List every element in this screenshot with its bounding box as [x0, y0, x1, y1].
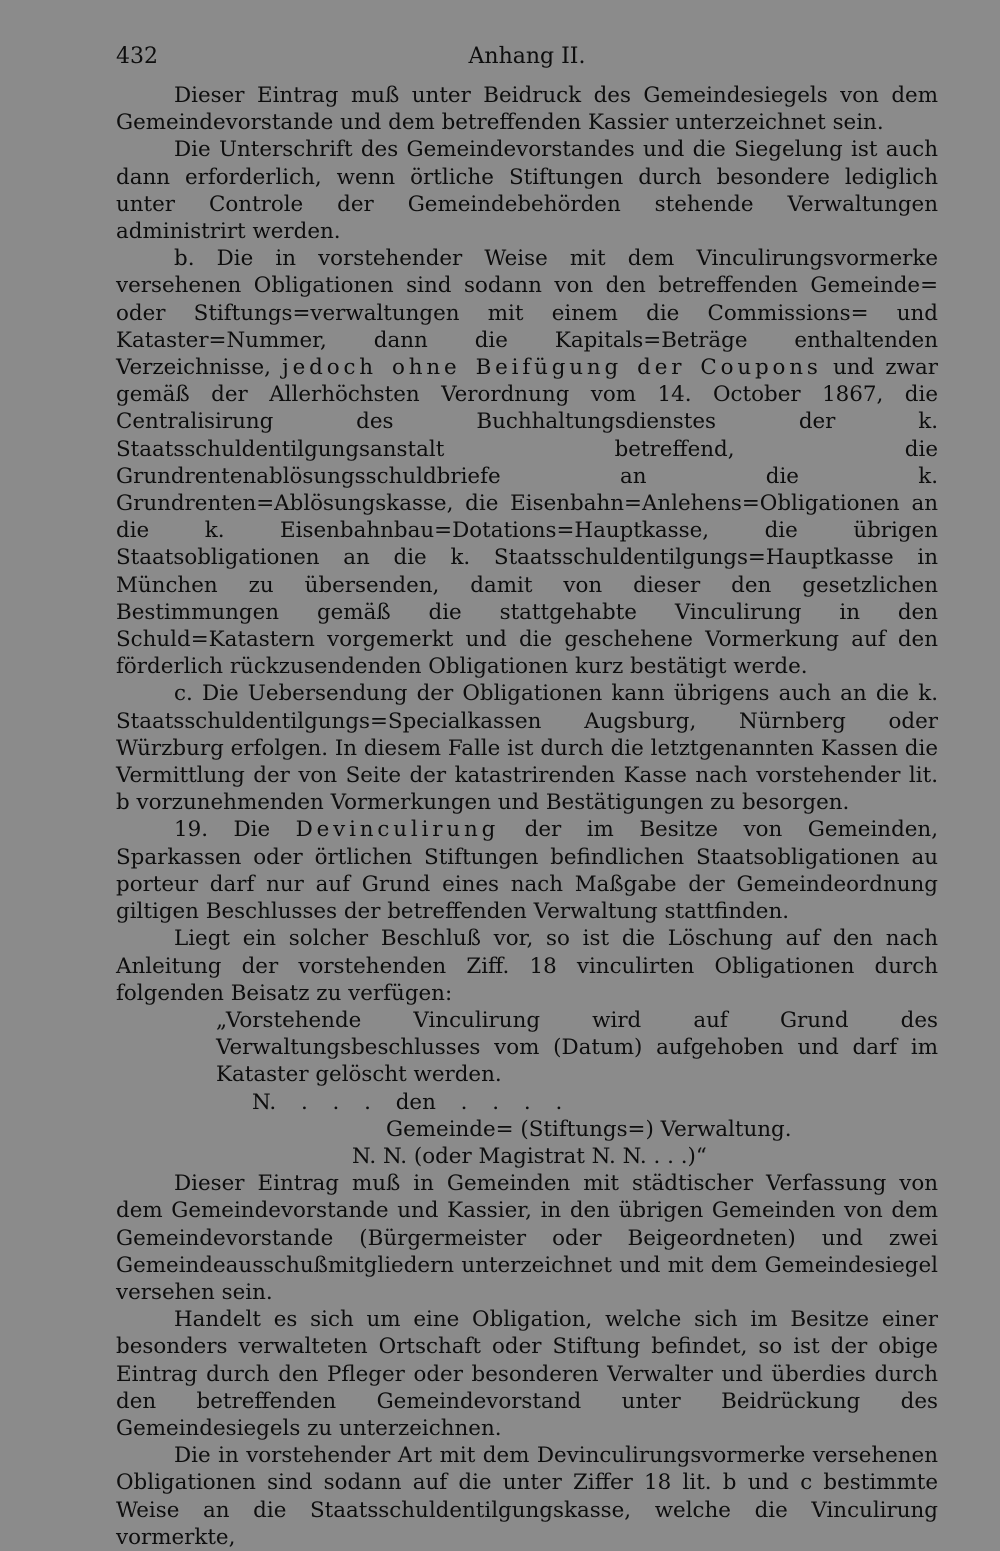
paragraph: Die Unterschrift des Gemeindevorstandes und die Siegelung ist auch dann erforderlich, wenn örtliche Stiftungen durch besondere lediglich unter Controle der Gemeindebehörden stehende Verwaltungen administrirt werden. — [116, 137, 938, 245]
formula-office-line: Gemeinde= (Stiftungs=) Verwaltung. — [386, 1116, 792, 1142]
paragraph: Die in vorstehender Art mit dem Devinculirungsvormerke versehenen Obligationen sind sodann auf die unter Ziffer 18 lit. b und c bestimmte Weise an die Staatsschuldentilgungskasse, welche die Vinculirung vormerkte, — [116, 1443, 938, 1550]
formula-place-line: N. . . . den . . . . — [252, 1089, 563, 1115]
page-header — [116, 36, 938, 82]
formula-quote: „Vorstehende Vinculirung wird auf Grund des Verwaltungsbeschlusses vom (Datum) aufgehoben und darf im Kataster gelöscht werden. — [216, 1007, 938, 1088]
section-number: 19. Die — [174, 817, 271, 843]
paragraph: Dieser Eintrag muß unter Beidruck des Gemeindesiegels von dem Gemeindevorstande und dem betreffenden Kassier unterzeichnet sein. — [116, 83, 938, 136]
emphasized-term: Devinculirung — [295, 817, 500, 843]
paragraph-text: und zwar gemäß der Allerhöchsten Verordnung vom 14. October 1867, die Centralisirung des Buchhaltungsdienstes der k. Staatsschuldentilgungsanstalt betreffend, die Grundrentenablösungsschuldbriefe an die k. Grundrenten=Ablösungskasse, die Eisenbahn=Anlehens=Obligationen an die k. Eisenbahnbau=Dotations=Hauptkasse, die übrigen Staatsobligationen an die k. Staatsschuldentilgungs=Hauptkasse in München zu übersenden, damit von dieser den gesetzlichen Bestimmungen gemäß die stattgehabte Vinculirung in den Schuld=Katastern vorgemerkt und die geschehene Vormerkung auf den förderlich rückzusendenden Obligationen kurz bestätigt werde. — [116, 355, 938, 680]
paragraph: Dieser Eintrag muß in Gemeinden mit städtischer Verfassung von dem Gemeindevorstande und Kassier, in den übrigen Gemeinden von dem Gemeindevorstande (Bürgermeister oder Beigeordneten) und zwei Gemeindeausschußmitgliedern unterzeichnet und mit dem Gemeindesiegel versehen sein. — [116, 1171, 938, 1305]
formula-block — [116, 1007, 938, 1170]
emphasized-phrase: jedoch ohne Beifügung der Coupons — [282, 355, 822, 381]
paragraph-text: der im Besitze von Gemeinden, Sparkassen oder örtlichen Stiftungen befindlichen Staatsobligationen au porteur darf nur auf Grund eines nach Maßgabe der Gemeindeordnung giltigen Beschlusses der betreffenden Verwaltung stattfinden. — [116, 817, 938, 925]
formula-signer-line: N. N. (oder Magistrat N. N. . . .)“ — [352, 1143, 707, 1169]
paragraph: c. Die Uebersendung der Obligationen kann übrigens auch an die k. Staatsschuldentilgungs=Specialkassen Augsburg, Nürnberg oder Würzburg erfolgen. In diesem Falle ist durch die letztgenannten Kassen die Vermittlung der von Seite der katastrirenden Kasse nach vorstehender lit. b vorzunehmenden Vormerkungen und Bestätigungen zu besorgen. — [116, 681, 938, 816]
paragraph: Liegt ein solcher Beschluß vor, so ist die Löschung auf den nach Anleitung der vorstehenden Ziff. 18 vinculirten Obligationen durch folgenden Beisatz zu verfügen: — [116, 926, 938, 1006]
running-head: Anhang II. — [468, 44, 586, 69]
paragraph: Handelt es sich um eine Obligation, welche sich im Besitze einer besonders verwalteten Ortschaft oder Stiftung befindet, so ist der obige Eintrag durch den Pfleger oder besonderen Verwalter und überdies durch den betreffenden Gemeindevorstand unter Beidrückung des Gemeindesiegels zu unterzeichnen. — [116, 1307, 938, 1441]
paragraph-text: b. Die in vorstehender Weise mit dem Vinculirungsvormerke versehenen Obligationen sind sodann von den betreffenden Gemeinde= oder Stiftungs=verwaltungen mit einem die Commissions= und Kataster=Nummer, dann die Kapitals=Beträge enthaltenden Verzeichnisse, — [116, 246, 938, 381]
paragraph — [116, 816, 938, 925]
page-number: 432 — [116, 44, 158, 69]
paragraph — [116, 245, 938, 680]
page-body — [116, 82, 938, 1551]
